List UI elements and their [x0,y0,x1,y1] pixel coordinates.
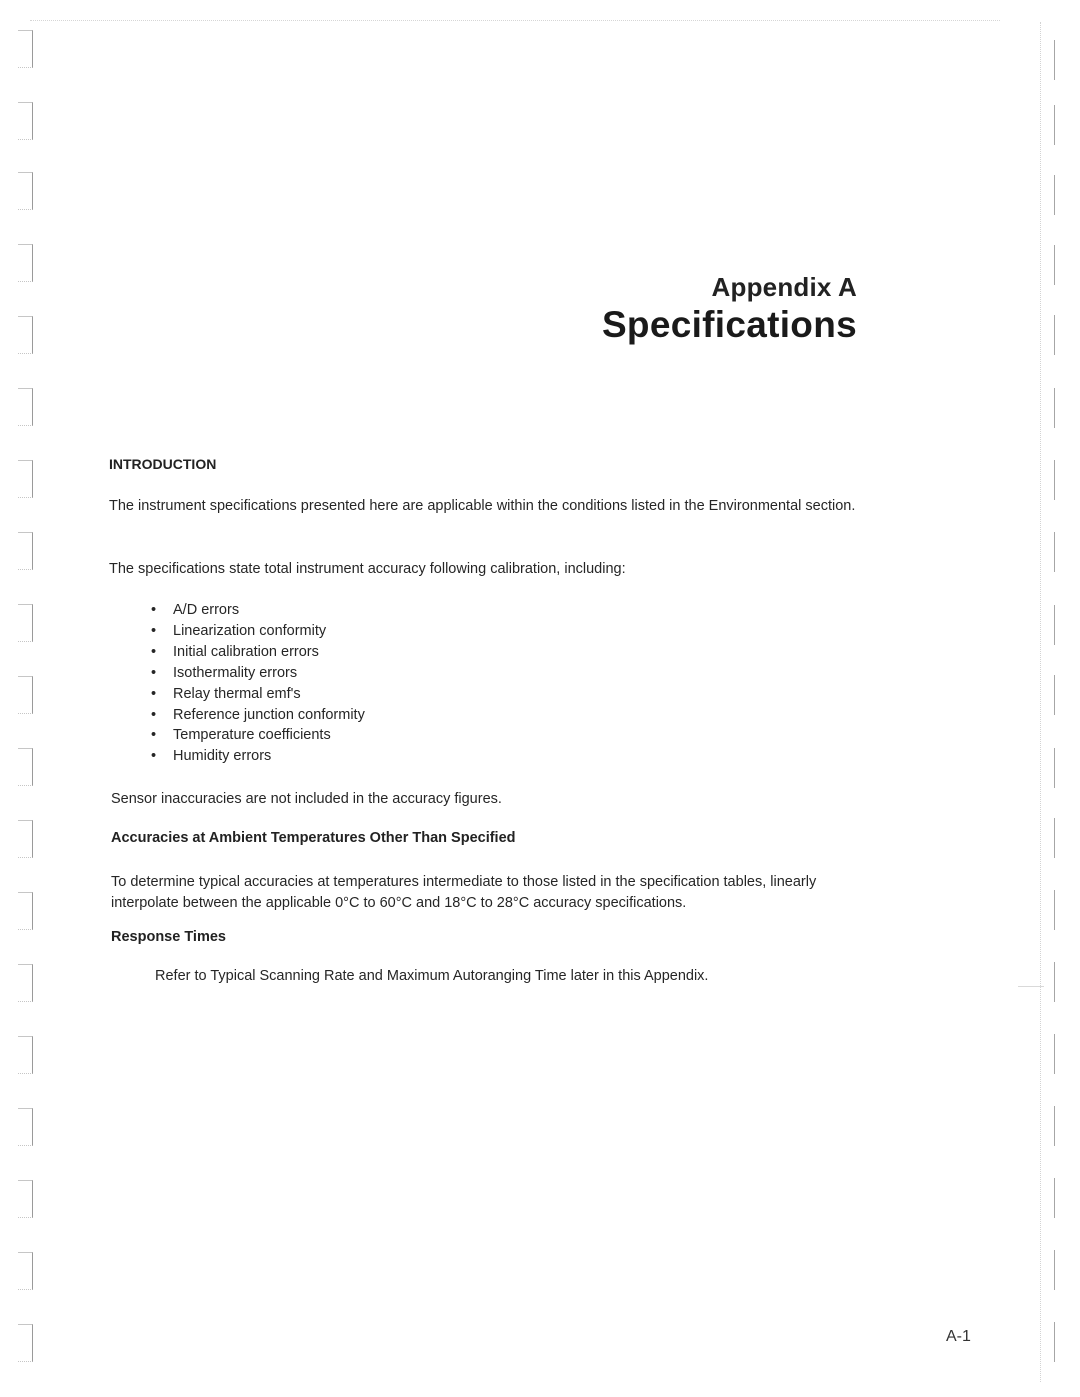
binder-tab [1054,245,1063,285]
binder-tab [1054,175,1063,215]
binder-tab [18,30,33,68]
bullet-icon: • [151,706,157,723]
binder-tab [18,172,33,210]
binder-tab [18,460,33,498]
response-times-heading: Response Times [111,929,226,945]
binder-tab [18,892,33,930]
appendix-label: Appendix A [711,272,857,302]
binder-tab [1054,890,1063,930]
error-sources-list [150,600,365,767]
list-item: • Initial calibration errors [150,642,365,663]
left-binder-tabs [18,30,38,1370]
bullet-icon: • [151,643,157,660]
binder-tab [18,1324,33,1362]
accuracy-intro-paragraph: The specifications state total instrument accuracy following calibration, including: [109,561,626,577]
sensor-note-paragraph: Sensor inaccuracies are not included in the accuracy figures. [111,791,502,807]
page-number: A-1 [946,1328,971,1345]
binder-tab [1054,315,1063,355]
list-item: • Linearization conformity [150,621,365,642]
binder-tab [18,604,33,642]
binder-tab [1054,1106,1063,1146]
binder-tab [18,1252,33,1290]
right-margin-strip [1040,22,1042,1382]
list-item: • Humidity errors [150,746,365,767]
binder-tab [18,532,33,570]
list-item: • A/D errors [150,600,365,621]
binder-tab [1054,605,1063,645]
binder-tab [18,748,33,786]
binder-tab [1054,1034,1063,1074]
binder-tab [18,1180,33,1218]
accuracies-paragraph: To determine typical accuracies at temperatures intermediate to those listed in the specification tables, linearly interpolate between the applicable 0°C to 60°C and 18°C to 28°C accuracy specifications. [111,874,817,911]
binder-tab [18,676,33,714]
introduction-paragraph: The instrument specifications presented here are applicable within the conditions listed in the Environmental section. [109,498,856,514]
list-item: • Temperature coefficients [150,725,365,746]
binder-tab [1054,460,1063,500]
binder-tab [1054,675,1063,715]
binder-tab [18,102,33,140]
binder-tab [18,244,33,282]
list-item: • Relay thermal emf's [150,684,365,705]
binder-tab [1054,388,1063,428]
binder-tab [1054,1250,1063,1290]
list-item: • Isothermality errors [150,663,365,684]
scan-top-border [30,20,1000,21]
binder-tab [1054,1322,1063,1362]
right-binder-tabs [1050,30,1070,1370]
binder-tab [1054,1178,1063,1218]
right-margin-mark [1018,986,1044,987]
binder-tab [18,316,33,354]
accuracies-heading: Accuracies at Ambient Temperatures Other Than Specified [111,830,516,846]
binder-tab [1054,962,1063,1002]
bullet-icon: • [151,622,157,639]
binder-tab [1054,818,1063,858]
binder-tab [18,388,33,426]
binder-tab [1054,532,1063,572]
bullet-icon: • [151,748,157,765]
bullet-icon: • [151,685,157,702]
bullet-icon: • [151,602,157,618]
response-times-paragraph: Refer to Typical Scanning Rate and Maximum Autoranging Time later in this Appendix. [155,968,709,984]
page-title: Specifications [601,304,857,345]
binder-tab [1054,748,1063,788]
bullet-icon: • [151,664,157,681]
binder-tab [18,1108,33,1146]
introduction-heading: INTRODUCTION [109,456,217,472]
binder-tab [18,1036,33,1074]
binder-tab [1054,40,1063,80]
binder-tab [18,964,33,1002]
binder-tab [18,820,33,858]
bullet-icon: • [151,727,157,744]
binder-tab [1054,105,1063,145]
list-item: • Reference junction conformity [150,705,365,726]
